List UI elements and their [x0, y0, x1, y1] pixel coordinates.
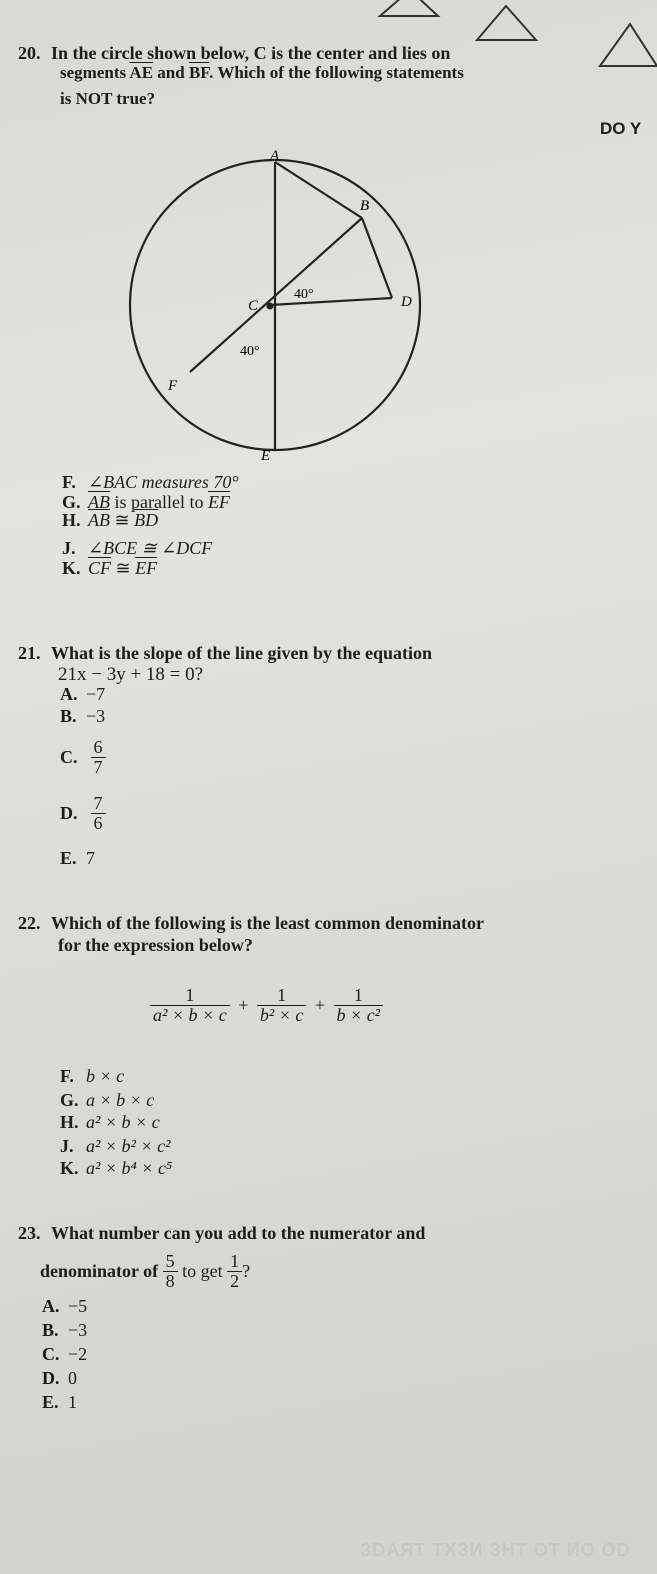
- q23-line2-post: ?: [242, 1260, 251, 1281]
- q22-term-3: [334, 986, 384, 1025]
- q20-option-h-seg-b: $\overline{BD}$: [134, 510, 159, 530]
- q21-option-a[interactable]: [60, 684, 105, 705]
- mirrored-footer-text: ЗDАЯT ТXЗИ ЗHT OT ИO OD: [360, 1540, 631, 1560]
- q22-term-1: [150, 986, 230, 1025]
- q23-option-e-text: 1: [68, 1392, 77, 1412]
- q22-option-f[interactable]: [60, 1066, 124, 1087]
- q22-term-1-den: a² × b × c: [153, 1004, 227, 1025]
- q22-option-k-text: a² × b⁴ × c⁵: [86, 1158, 173, 1178]
- q21-option-a-label: A.: [60, 684, 78, 704]
- q23-option-a[interactable]: [42, 1296, 87, 1317]
- q23-fraction-1-den: 8: [165, 1270, 175, 1291]
- q21-option-c[interactable]: [60, 738, 106, 777]
- q23-option-d-label: D.: [42, 1368, 60, 1388]
- q20-option-f-text: ∠BAC measures 70°: [88, 472, 239, 492]
- label-d: D: [401, 294, 412, 310]
- q23-option-b-text: −3: [68, 1320, 88, 1340]
- circle-diagram: [110, 140, 430, 470]
- q20-line1: [18, 42, 450, 64]
- triangle-shape-3: [600, 24, 657, 66]
- q21-option-c-fraction: [91, 738, 106, 777]
- q20-line3-text: is NOT true?: [60, 89, 156, 108]
- angle-label-bottom: 40°: [240, 344, 260, 359]
- q22-option-g-label: G.: [60, 1090, 79, 1110]
- center-point: [267, 303, 274, 310]
- q21-equation: 21x − 3y + 18 = 0?: [58, 664, 204, 685]
- q20-option-g-seg-b: $\overline{EF}$: [207, 492, 230, 512]
- side-note: DO Y: [600, 119, 642, 138]
- q22-plus-2: +: [314, 994, 326, 1015]
- q20-option-k-seg-a: $\overline{CF}$: [88, 558, 112, 578]
- q20-line1-text: In the circle shown below, C is the center and lies on: [51, 43, 451, 63]
- q23-fraction-5-8: [163, 1252, 178, 1291]
- q23-fraction-1-num: 5: [163, 1252, 178, 1272]
- q22-option-h[interactable]: [60, 1112, 160, 1133]
- q21-line1: [18, 642, 432, 664]
- q22-line1-text: Which of the following is the least common denominator: [51, 913, 484, 933]
- q23-option-c-label: C.: [42, 1344, 60, 1364]
- q23-option-a-text: −5: [68, 1296, 88, 1316]
- q20-segment-bf: $\overline{BF}$: [188, 63, 210, 82]
- q21-option-b[interactable]: [60, 706, 105, 727]
- triangle-shape-1: [380, 0, 438, 16]
- label-a: A: [270, 148, 280, 164]
- q22-plus-1: +: [238, 994, 249, 1015]
- q23-option-b-label: B.: [42, 1320, 59, 1340]
- q21-option-d[interactable]: [60, 794, 106, 833]
- q20-option-g-label: G.: [62, 492, 81, 512]
- q21-option-c-label: C.: [60, 746, 78, 767]
- q22-term-2-den: b² × c: [259, 1004, 304, 1025]
- q23-option-d[interactable]: [42, 1368, 77, 1389]
- q20-segment-ae: $\overline{AE}$: [129, 63, 154, 82]
- segment-ab: [275, 162, 362, 218]
- q23-fraction-2-den: 2: [230, 1270, 240, 1291]
- q22-option-f-label: F.: [60, 1066, 74, 1086]
- q22-option-h-label: H.: [60, 1112, 79, 1132]
- segment-bd: [362, 218, 392, 298]
- q20-option-j-text: ∠BCE ≅ ∠DCF: [88, 538, 213, 558]
- q20-option-g-seg-a: $\overline{AB}$: [88, 492, 110, 512]
- q22-term-3-num: 1: [334, 986, 384, 1006]
- q22-option-k[interactable]: [60, 1158, 172, 1179]
- q22-number: 22.: [18, 913, 41, 933]
- q21-option-b-text: −3: [86, 706, 106, 726]
- angle-label-top: 40°: [294, 287, 314, 302]
- q22-option-f-text: b × c: [86, 1066, 125, 1086]
- q23-fraction-1-2: [227, 1252, 242, 1291]
- q22-term-3-den: b × c²: [336, 1004, 381, 1025]
- q22-term-1-num: 1: [150, 986, 230, 1006]
- q20-line2-pre: segments: [60, 63, 127, 82]
- q23-option-c[interactable]: [42, 1344, 87, 1365]
- q20-number: 20.: [18, 43, 41, 63]
- q21-line1-text: What is the slope of the line given by the equation: [51, 643, 433, 663]
- q20-option-k-seg-b: $\overline{EF}$: [135, 558, 158, 578]
- q21-option-b-label: B.: [60, 706, 77, 726]
- segment-cd: [270, 298, 392, 305]
- q20-option-h-mid: ≅: [110, 510, 135, 530]
- q23-number: 23.: [18, 1223, 41, 1243]
- q22-line2: [58, 934, 253, 956]
- q23-line1-text: What number can you add to the numerator and: [51, 1223, 426, 1243]
- q23-fraction-2-num: 1: [227, 1252, 242, 1272]
- q20-option-j[interactable]: [62, 538, 212, 559]
- q22-expression: [150, 986, 383, 1025]
- label-c: C: [248, 298, 259, 314]
- q21-option-c-num: 6: [91, 738, 106, 758]
- q21-option-d-fraction: [91, 794, 106, 833]
- q22-option-g[interactable]: [60, 1090, 154, 1111]
- q21-option-d-label: D.: [60, 802, 78, 823]
- q20-option-h-label: H.: [62, 510, 81, 530]
- q21-option-d-num: 7: [91, 794, 106, 814]
- q20-option-k-mid: ≅: [111, 558, 136, 578]
- q20-option-g-mid: is parallel to: [110, 492, 208, 512]
- q20-line2-and: and: [157, 63, 185, 82]
- q21-option-e-text: 7: [86, 848, 95, 868]
- q23-option-e[interactable]: [42, 1392, 77, 1413]
- q21-option-c-den: 7: [93, 756, 103, 777]
- q23-option-b[interactable]: [42, 1320, 87, 1341]
- q20-option-k[interactable]: [62, 558, 157, 579]
- q20-line2-post: . Which of the following statements: [209, 63, 464, 82]
- triangle-shape-2: [477, 6, 536, 40]
- q20-option-j-label: J.: [62, 538, 76, 558]
- q22-option-j-label: J.: [60, 1136, 74, 1156]
- q21-line2: [58, 664, 203, 686]
- q23-line1: [18, 1222, 425, 1244]
- q23-line2-pre: denominator of: [40, 1260, 159, 1281]
- q23-option-e-label: E.: [42, 1392, 59, 1412]
- label-e: E: [261, 448, 271, 464]
- label-f: F: [168, 378, 178, 394]
- q22-term-2: [257, 986, 307, 1025]
- q21-option-d-den: 6: [93, 812, 103, 833]
- q20-line2: [60, 62, 464, 84]
- q22-option-j-text: a² × b² × c²: [86, 1136, 171, 1156]
- label-b: B: [360, 198, 370, 214]
- q20-option-f[interactable]: [62, 472, 239, 493]
- q22-option-h-text: a² × b × c: [86, 1112, 160, 1132]
- q22-option-j[interactable]: [60, 1136, 170, 1157]
- q22-option-g-text: a × b × c: [86, 1090, 155, 1110]
- q22-line2-text: for the expression below?: [58, 935, 253, 955]
- q21-option-e[interactable]: [60, 848, 95, 869]
- q23-option-a-label: A.: [42, 1296, 60, 1316]
- q21-option-e-label: E.: [60, 848, 77, 868]
- q22-line1: [18, 912, 484, 934]
- q23-option-c-text: −2: [68, 1344, 88, 1364]
- q21-option-a-text: −7: [86, 684, 106, 704]
- q20-option-h[interactable]: [62, 510, 158, 531]
- q23-option-d-text: 0: [68, 1368, 77, 1388]
- q23-line2: [40, 1252, 250, 1291]
- q20-option-h-seg-a: $\overline{AB}$: [88, 510, 110, 530]
- q20-option-f-label: F.: [62, 472, 76, 492]
- q21-number: 21.: [18, 643, 41, 663]
- q23-line2-mid: to get: [182, 1260, 223, 1281]
- q22-term-2-num: 1: [257, 986, 307, 1006]
- q20-option-k-label: K.: [62, 558, 81, 578]
- q22-option-k-label: K.: [60, 1158, 79, 1178]
- q20-line3: [60, 88, 155, 110]
